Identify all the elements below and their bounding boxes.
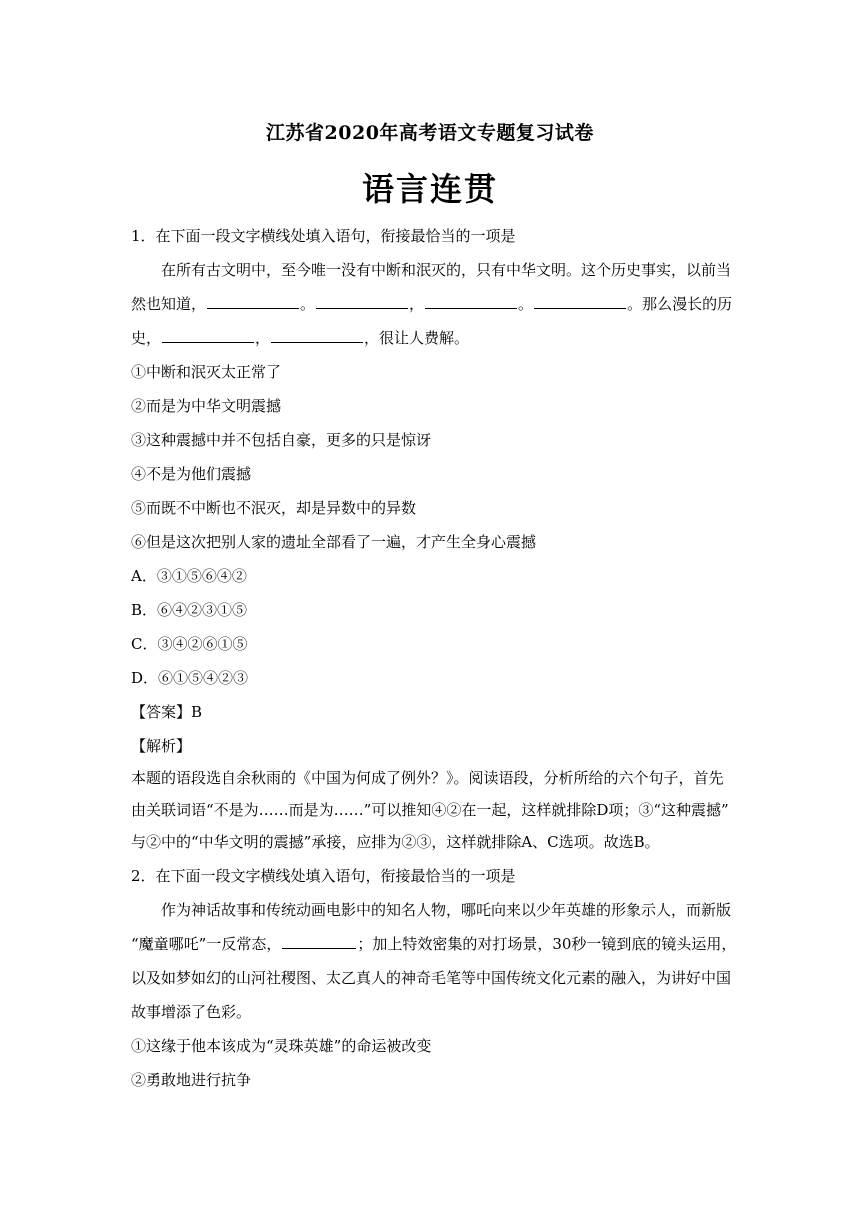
answer-blank bbox=[425, 292, 517, 309]
q1-answer: 【答案】B bbox=[131, 703, 203, 721]
q1-option: ④不是为他们震撼 bbox=[131, 465, 252, 483]
answer-blank bbox=[282, 932, 356, 949]
document-subtitle: 语言连贯 bbox=[361, 170, 498, 208]
answer-blank bbox=[534, 292, 626, 309]
q2-passage-line-3: 以及如梦如幻的山河社稷图、太乙真人的神奇毛笔等中国传统文化元素的融入，为讲好中国 bbox=[131, 969, 732, 987]
q2-stem: 2．在下面一段文字横线处填入语句，衔接最恰当的一项是 bbox=[131, 867, 516, 885]
document-body bbox=[131, 224, 737, 1102]
q1-analysis-line: 与②中的“中华文明的震撼”承接，应排为②③，这样就排除A、C选项。故选B。 bbox=[131, 833, 660, 851]
q1-passage-line-1: 在所有古文明中，至今唯一没有中断和泯灭的，只有中华文明。这个历史事实，以前当 bbox=[161, 261, 732, 279]
q1-option: ③这种震撼中并不包括自豪，更多的只是惊讶 bbox=[131, 431, 432, 449]
q1-text: 史， bbox=[131, 329, 162, 347]
q2-passage-line-4: 故事增添了色彩。 bbox=[131, 1003, 252, 1021]
q1-option: ⑤而既不中断也不泯灭，却是异数中的异数 bbox=[131, 499, 417, 517]
q1-analysis-line: 由关联词语“不是为……而是为……”可以推知④②在一起，这样就排除D项；③“这种震撼” bbox=[131, 801, 729, 819]
q1-text: 。 bbox=[518, 295, 534, 313]
q1-text: 。 bbox=[300, 295, 316, 313]
q1-option: ①中断和泯灭太正常了 bbox=[131, 363, 282, 381]
q2-option: ①这缘于他本该成为“灵珠英雄”的命运被改变 bbox=[131, 1037, 432, 1055]
answer-blank bbox=[271, 326, 363, 343]
q2-text: ；加上特效密集的对打场景，30秒一镜到底的镜头运用， bbox=[357, 935, 737, 953]
q1-passage-line-3 bbox=[131, 326, 731, 360]
q1-passage-line-2 bbox=[131, 292, 731, 326]
q2-passage-line-1: 作为神话故事和传统动画电影中的知名人物，哪吒向来以少年英雄的形象示人，而新版 bbox=[161, 901, 732, 919]
document-title: 江苏省2020年高考语文专题复习试卷 bbox=[266, 122, 594, 144]
q1-choice-a: A．③①⑤⑥④② bbox=[131, 567, 247, 585]
q2-text: “魔童哪吒”一反常态， bbox=[131, 935, 282, 953]
q1-analysis-label: 【解析】 bbox=[131, 737, 192, 755]
q1-option: ②而是为中华文明震撼 bbox=[131, 397, 282, 415]
answer-blank bbox=[162, 326, 254, 343]
q1-text: ，很让人费解。 bbox=[364, 329, 470, 347]
q1-text: 。那么漫长的历 bbox=[627, 295, 733, 313]
q1-choice-d: D．⑥①⑤④②③ bbox=[131, 669, 249, 687]
q1-choice-b: B．⑥④②③①⑤ bbox=[131, 601, 248, 619]
q1-text: ， bbox=[409, 295, 425, 313]
q1-text: ， bbox=[255, 329, 271, 347]
q2-option: ②勇敢地进行抗争 bbox=[131, 1071, 252, 1089]
q1-stem: 1．在下面一段文字横线处填入语句，衔接最恰当的一项是 bbox=[131, 227, 516, 245]
q2-passage-line-2 bbox=[131, 932, 737, 966]
answer-blank bbox=[207, 292, 299, 309]
q1-choice-c: C．③④②⑥①⑤ bbox=[131, 635, 248, 653]
q1-option: ⑥但是这次把别人家的遗址全部看了一遍，才产生全身心震撼 bbox=[131, 533, 537, 551]
answer-blank bbox=[316, 292, 408, 309]
q1-text: 然也知道， bbox=[131, 295, 207, 313]
q1-analysis-line: 本题的语段选自余秋雨的《中国为何成了例外？》。阅读语段，分析所给的六个句子，首先 bbox=[131, 769, 724, 787]
